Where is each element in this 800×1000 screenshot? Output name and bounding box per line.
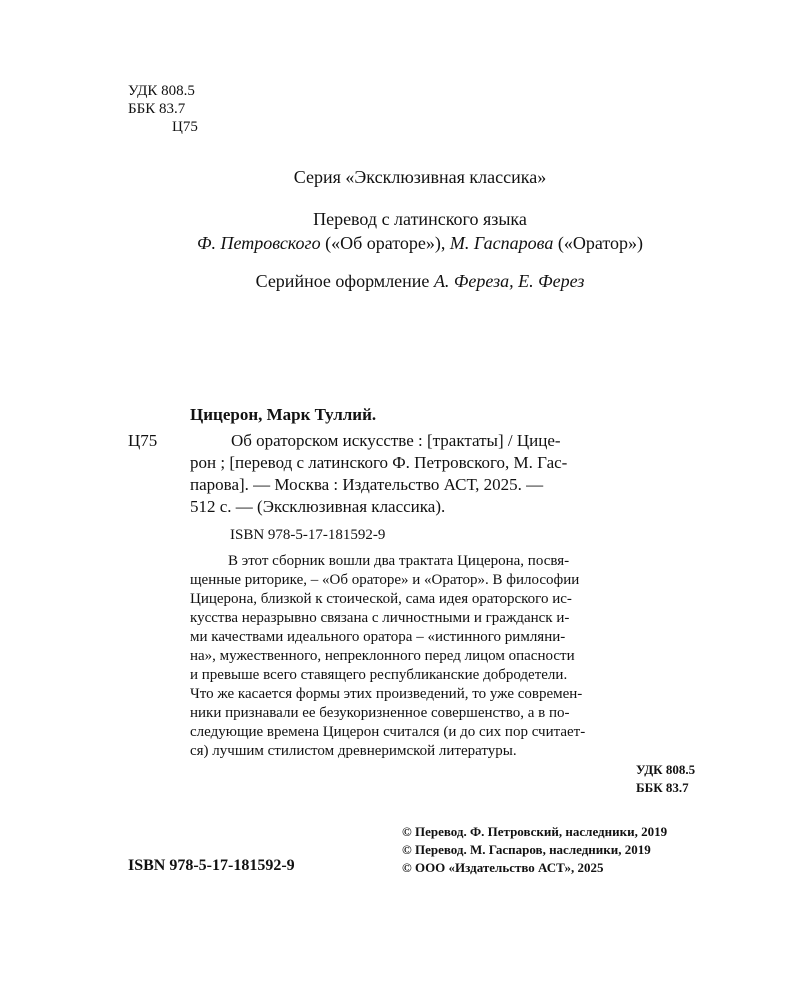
annotation-line-9: ники признавали ее безукоризненное совершенство, а в по- bbox=[190, 705, 570, 721]
author-heading: Цицерон, Марк Туллий. bbox=[190, 405, 377, 424]
translator-2: М. Гаспарова bbox=[449, 233, 554, 253]
series-title: Серия «Эксклюзивная классика» bbox=[293, 167, 547, 187]
udk-label: УДК 808.5 bbox=[128, 83, 195, 99]
record-line-3: парова]. — Москва : Издательство АСТ, 2025. — bbox=[190, 475, 544, 494]
annotation-line-1: В этот сборник вошли два трактата Цицерона, посвя- bbox=[228, 553, 570, 569]
bbk-label: ББК 83.7 bbox=[128, 101, 186, 117]
annotation-line-5: ми качествами идеального оратора – «истинного римляни- bbox=[190, 629, 566, 645]
annotation-line-10: следующие времена Цицерон считался (и до сих пор считает- bbox=[190, 724, 586, 740]
designers: А. Фереза, Е. Ферез bbox=[433, 271, 585, 291]
footer-isbn: ISBN 978-5-17-181592-9 bbox=[128, 857, 295, 874]
copyright-line-3: © ООО «Издательство АСТ», 2025 bbox=[402, 860, 604, 875]
annotation-line-4: кусства неразрывно связана с личностными и гражданск и- bbox=[190, 610, 570, 626]
annotation-line-6: на», мужественного, непреклонного перед лицом опасности bbox=[190, 648, 575, 664]
record-line-2: рон ; [перевод с латинского Ф. Петровского, М. Гас- bbox=[190, 453, 568, 472]
record-isbn: ISBN 978-5-17-181592-9 bbox=[230, 527, 386, 543]
annotation-line-11: ся) лучшим стилистом древнеримской литературы. bbox=[190, 743, 517, 759]
record-author-mark: Ц75 bbox=[128, 431, 158, 450]
annotation-line-7: и превыше всего ставящего республиканские добродетели. bbox=[190, 667, 568, 683]
record-line-1: Об ораторском искусстве : [трактаты] / Цице- bbox=[231, 431, 561, 450]
translators-line bbox=[0, 232, 800, 254]
work-1: («Об ораторе»), bbox=[320, 233, 450, 253]
copyright-line-1: © Перевод. Ф. Петровский, наследники, 2019 bbox=[402, 824, 668, 839]
annotation-line-2: щенные риторике, – «Об ораторе» и «Оратор». В философии bbox=[190, 572, 580, 588]
design-credit bbox=[0, 270, 800, 292]
copyright-line-2: © Перевод. М. Гаспаров, наследники, 2019 bbox=[402, 842, 651, 857]
author-mark-label: Ц75 bbox=[172, 119, 198, 135]
annotation-udk: УДК 808.5 bbox=[636, 762, 696, 777]
design-prefix: Серийное оформление bbox=[255, 271, 434, 291]
work-2: («Оратор») bbox=[553, 233, 643, 253]
annotation-line-8: Что же касается формы этих произведений, то уже современ- bbox=[190, 686, 583, 702]
translator-1: Ф. Петровского bbox=[197, 233, 321, 253]
annotation-line-3: Цицерона, близкой к стоической, сама идея ораторского ис- bbox=[190, 591, 572, 607]
translation-line: Перевод с латинского языка bbox=[313, 209, 527, 229]
annotation-bbk: ББК 83.7 bbox=[636, 780, 689, 795]
record-line-4: 512 с. — (Эксклюзивная классика). bbox=[190, 497, 446, 516]
